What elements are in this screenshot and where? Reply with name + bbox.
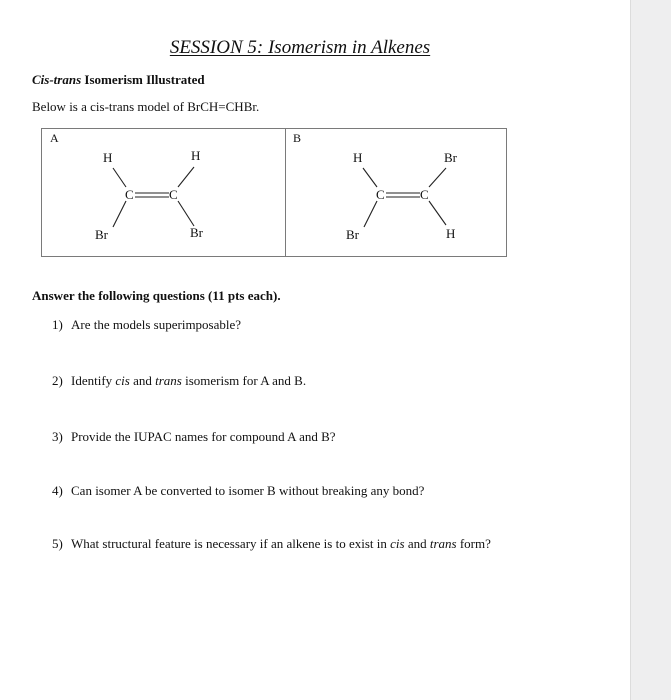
model-b-atom-bottom-right: H — [446, 226, 456, 241]
model-b-structure — [286, 129, 507, 256]
model-b-bond-br-c2 — [429, 168, 446, 187]
question-number: 3) — [52, 429, 63, 444]
question-text-post: isomerism for A and B. — [181, 373, 307, 388]
model-a-atom-top-right: H — [191, 148, 201, 163]
term-cis: cis — [115, 373, 130, 388]
model-b-atom-c2: C — [420, 187, 429, 202]
model-b-panel — [285, 129, 507, 256]
question-3 — [52, 429, 336, 445]
question-2 — [52, 373, 306, 389]
model-a-structure — [42, 129, 285, 256]
question-text-pre: What structural feature is necessary if an alkene is to exist in — [71, 536, 391, 551]
models-table — [41, 128, 507, 257]
question-4 — [52, 483, 424, 499]
section-subheading — [32, 72, 205, 88]
question-5 — [52, 536, 491, 552]
model-a-label: A — [50, 131, 59, 145]
term-trans: trans — [155, 373, 182, 388]
model-a-atom-c1: C — [125, 187, 134, 202]
page-title: SESSION 5: Isomerism in Alkenes — [169, 37, 431, 58]
scrollbar[interactable] — [630, 0, 671, 700]
model-b-atom-top-left: H — [353, 150, 363, 165]
question-text-mid: and — [129, 373, 156, 388]
term-cis: cis — [390, 536, 405, 551]
question-text-post: form? — [456, 536, 491, 551]
model-a-bond-h-c1 — [113, 168, 126, 187]
subheading-italic: Cis-trans — [32, 72, 82, 87]
question-1 — [52, 317, 241, 333]
model-a-atom-top-left: H — [103, 150, 113, 165]
question-number: 1) — [52, 317, 63, 332]
model-b-bond-c1-br — [364, 201, 377, 227]
model-b-bond-h-c1 — [363, 168, 377, 187]
question-text-mid: and — [404, 536, 430, 551]
model-a-bond-h-c2 — [178, 167, 194, 187]
model-b-atom-bottom-left: Br — [346, 227, 359, 242]
question-number: 5) — [52, 536, 63, 551]
question-text: Can isomer A be converted to isomer B without breaking any bond? — [71, 483, 425, 498]
model-a-atom-bottom-right: Br — [190, 225, 203, 240]
model-a-bond-c2-br — [178, 201, 194, 226]
model-a-panel — [42, 129, 285, 256]
model-b-atom-c1: C — [376, 187, 385, 202]
question-text-pre: Identify — [71, 373, 116, 388]
answer-heading: Answer the following questions (11 pts each). — [32, 288, 281, 303]
model-a-bond-c1-br — [113, 201, 126, 227]
model-b-atom-top-right: Br — [444, 150, 457, 165]
model-b-label: B — [293, 131, 302, 145]
model-a-atom-c2: C — [169, 187, 178, 202]
question-number: 2) — [52, 373, 63, 388]
question-number: 4) — [52, 483, 63, 498]
term-trans: trans — [429, 536, 457, 551]
subheading-rest: Isomerism Illustrated — [81, 72, 205, 87]
intro-text: Below is a cis-trans model of BrCH=CHBr. — [32, 99, 260, 114]
model-b-bond-c2-h — [429, 201, 446, 225]
question-text: Provide the IUPAC names for compound A and B? — [71, 429, 336, 444]
question-text: Are the models superimposable? — [71, 317, 242, 332]
model-a-atom-bottom-left: Br — [95, 227, 108, 242]
